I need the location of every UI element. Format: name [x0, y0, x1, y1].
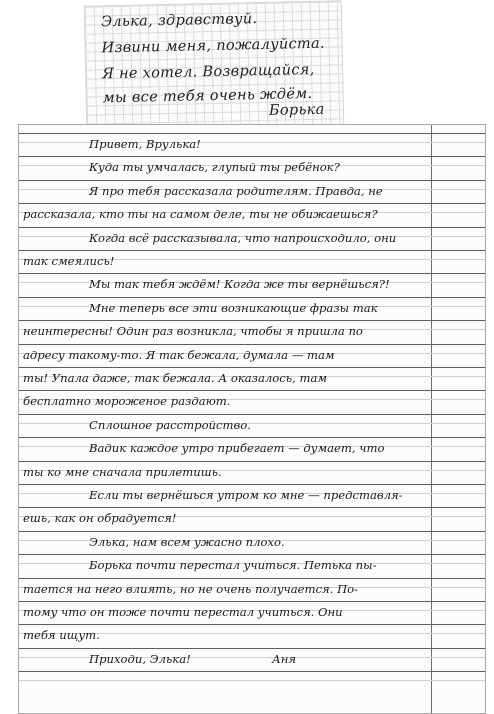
note-line: мы все тебя очень ждём. [102, 85, 313, 107]
letter-line: Если ты вернёшься утром ко мне — представля- [89, 488, 403, 502]
note-line: Элька, здравствуй. [100, 11, 258, 31]
note-line: Извини меня, пожалуйста. [101, 35, 326, 57]
letter-line: неинтересны! Один раз возникла, чтобы я пришла по [23, 324, 363, 338]
letter-line: Куда ты умчалась, глупый ты ребёнок? [89, 160, 340, 174]
guide-line [19, 680, 485, 681]
letter-line: тебя ищут. [23, 628, 100, 642]
letter-line: Элька, нам всем ужасно плохо. [89, 535, 285, 549]
letter-signature: Аня [272, 652, 297, 666]
letter-line: Когда всё рассказывала, что напроисходило, они [89, 231, 397, 245]
letter-line: Привет, Врулька! [89, 137, 201, 151]
letter-sheet [18, 124, 486, 714]
letter-line: так смеялись! [23, 254, 115, 268]
letter-line: тому что он тоже почти перестал учиться. Они [23, 605, 343, 619]
letter-line: бесплатно мороженое раздают. [23, 394, 231, 408]
letter-line: Сплошное расстройство. [89, 418, 251, 432]
note-signature: Борька [268, 101, 325, 119]
letter-line: Я про тебя рассказала родителям. Правда, не [89, 184, 383, 198]
letter-line: Борька почти перестал учиться. Петька пы- [89, 558, 377, 572]
letter-line: ты ко мне сначала прилетишь. [23, 465, 222, 479]
letter-line: Вадик каждое утро прибегает — думает, что [89, 441, 385, 455]
letter-line: ешь, как он обрадуется! [23, 511, 177, 525]
letter-line: рассказала, кто ты на самом деле, ты не обижаешься? [23, 207, 378, 221]
letter-line: Приходи, Элька! [89, 652, 191, 666]
note-line: Я не хотел. Возвращайся, [101, 61, 315, 83]
letter-line: Мне теперь все эти возникающие фразы так [89, 301, 378, 315]
letter-line: Мы так тебя ждём! Когда же ты вернёшься?! [89, 277, 390, 291]
letter-line: тается на него влиять, но не очень получается. По- [23, 582, 359, 596]
letter-line: адресу такому-то. Я так бежала, думала — там [23, 348, 335, 362]
letter-line: ты! Упала даже, так бежала. А оказалось, там [23, 371, 327, 385]
ruled-line [19, 671, 485, 672]
note-card [85, 1, 344, 132]
